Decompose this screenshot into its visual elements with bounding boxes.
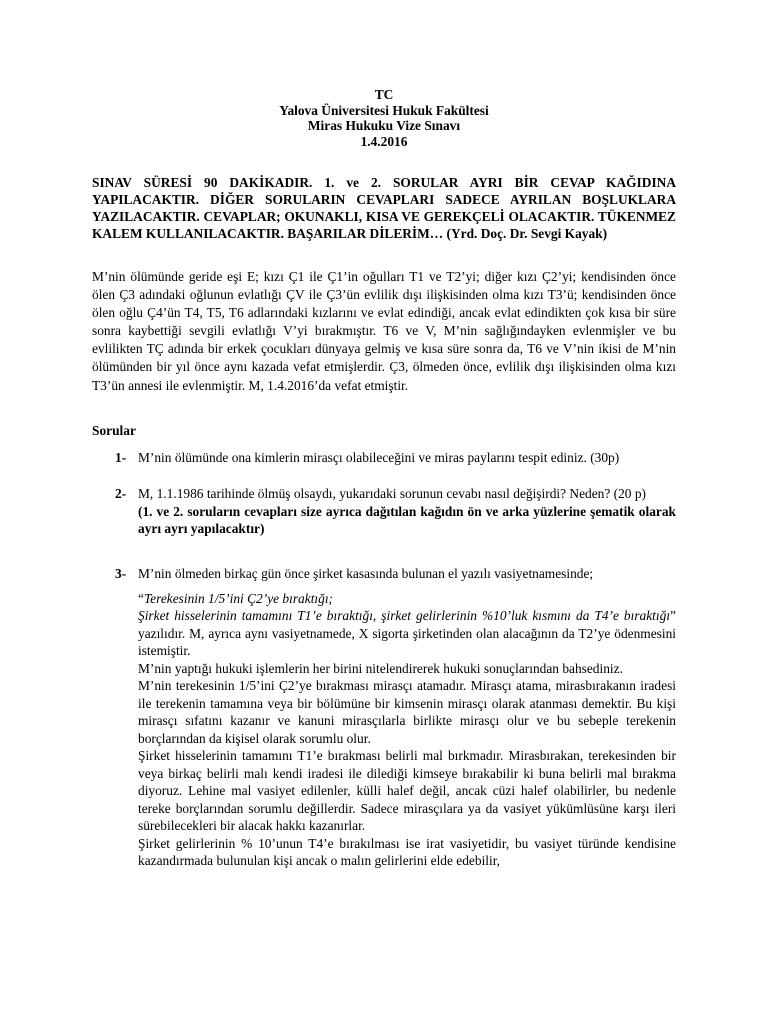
document-header — [92, 87, 676, 149]
case-text: M’nin ölümünde geride eşi E; kızı Ç1 ile Ç1’in oğulları T1 ve T2’yi; diğer kızı Ç2’yi; kendisinden önce ölen Ç3 adındaki oğlunun evlatlığı ÇV ile Ç3’ün evlilik dışı ilişkisinden olma kızı T3’ü; kendisinden önce ölen oğlu Ç4’ün T4, T5, T6 adlarındaki kızlarını ve evlat edindiği, ancak evlat edindikten çok kısa bir süre sonra kaybettiği sevgili evlatlığı V’yi bırakmıştır. T6 ve V, M’nin sağlığındayken evlenmişler ve bu evlilikten TÇ adında bir erkek çocukları dünyaya gelmiş ve kısa süre sonra da, T6 ve V’nin ikisi de M’nin ölümünden bir yıl önce aynı kazada vefat etmişlerdir. Ç3, ölmeden önce, evlilik dışı ilişkisinden olma kızı T3’ün annesi ile evlenmiştir. M, 1.4.2016’da vefat etmiştir. — [92, 269, 676, 393]
question-2 — [92, 485, 676, 538]
question-note: (1. ve 2. soruların cevapları size ayrıca dağıtılan kağıdın ön ve arka yüzlerine şematik olarak ayrı ayrı yapılacaktır) — [138, 503, 676, 536]
exam-instructions: SINAV SÜRESİ 90 DAKİKADIR. 1. ve 2. SORULAR AYRI BİR CEVAP KAĞIDINA YAPILACAKTIR. DİĞER SORULARIN CEVAPLARI SADECE AYRILAN BOŞLUKLARA YAZILACAKTIR. CEVAPLAR; OKUNAKLI, KISA VE GEREKÇELİ OLACAKTIR. TÜKENMEZ KALEM KULLANILACAKTIR. BAŞARILAR DİLERİM… (Yrd. Doç. Dr. Sevgi Kayak) — [92, 175, 676, 241]
question-1 — [92, 449, 676, 467]
quote-close: ” yazılıdır. M, ayrıca aynı vasiyetnamede, X sigorta şirketinden olan alacağının da T2’ye ödenmesini istemiştir. — [138, 608, 676, 658]
question-task: M’nin yaptığı hukuki işlemlerin her birini nitelendirerek hukuki sonuçlarından bahsediniz. — [138, 660, 623, 676]
question-text: M’nin ölmeden birkaç gün önce şirket kasasında bulunan el yazılı vasiyetnamesinde; — [138, 566, 594, 581]
question-text: M, 1.1.1986 tarihinde ölmüş olsaydı, yukarıdaki sorunun cevabı nasıl değişirdi? Neden? (20 p) — [138, 486, 646, 501]
question-text: M’nin ölümünde ona kimlerin mirasçı olabileceğini ve miras paylarını tespit ediniz. (30p) — [138, 450, 620, 465]
header-date: 1.4.2016 — [360, 133, 408, 149]
questions-heading: Sorular — [92, 423, 136, 438]
answer-paragraph-1: M’nin terekesinin 1/5’ini Ç2’ye bırakması mirasçı atamadır. Mirasçı atama, mirasbırakanın iradesi ile terekenin tamamına veya bir bölümüne bir kimsenin mirasçı olarak atanması demektir. Bu kişi mirasçı sıfatını kazanır ve kanuni mirasçılarla birlikte mirasçı olur ve bu sebeple terekenin borçlarından da kişisel olarak sorumlu olur. — [138, 678, 676, 746]
question-number: 1- — [115, 450, 127, 465]
question-number: 2- — [115, 486, 127, 501]
question-number: 3- — [115, 566, 127, 581]
will-quote-line-1: “Terekesinin 1/5’ini Ç2’ye bıraktığı; — [138, 590, 334, 606]
header-line-1: TC — [374, 87, 394, 102]
question-3 — [92, 565, 676, 870]
header-line-2: Yalova Üniversitesi Hukuk Fakültesi — [279, 102, 489, 118]
quote-open: “ — [138, 590, 144, 606]
header-line-3: Miras Hukuku Vize Sınavı — [307, 118, 461, 134]
answer-paragraph-2: Şirket hisselerinin tamamını T1’e bırakması belirli mal bırkmadır. Mirasbırakan, terekesinden bir veya birkaç belirli malı kendi iradesi ile dilediği kimseye bırakabilir ki buna belirli mal bırakma diyoruz. Lehine mal vasiyet edilenler, külli halef değil, ancak cüzi halef olabilirler, bu nedenle tereke borçlarından sorumlu değillerdir. Sadece mirasçılara ya da vasiyet yükümlüsüne karşı ileri sürebilecekleri bir alacak hakkı kazanırlar. — [138, 748, 676, 833]
will-quote-line-2: Şirket hisselerinin tamamını T1’e bıraktığı, şirket gelirlerinin %10’luk kısmını da T4’e bıraktığı” yazılıdır. M, ayrıca aynı vasiyetnamede, X sigorta şirketinden olan alacağının da T2’ye ödenmesini istemiştir. — [138, 608, 676, 658]
answer-paragraph-3: Şirket gelirlerinin % 10’unun T4’e bırakılması ise irat vasiyetidir, bu vasiyet türünde kendisine kazandırmada bulunulan kişi ancak o malın gelirlerini elde edebilir, — [138, 835, 676, 868]
